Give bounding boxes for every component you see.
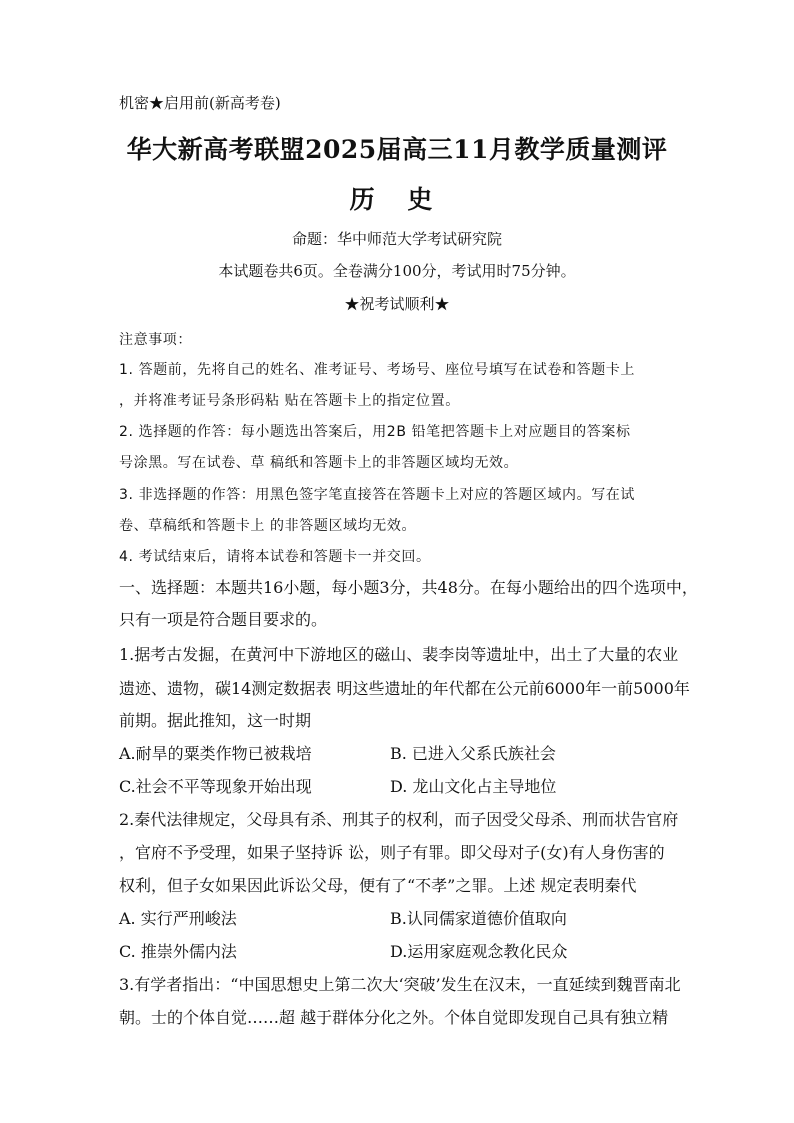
section-heading: 一、选择题：本题共16小题，每小题3分，共48分。在每小题给出的四个选项中，: [119, 578, 698, 597]
note-1-line-2: ，并将准考证号条形码粘 贴在答题卡上的指定位置。: [119, 393, 460, 409]
question-3-line-1: 3.有学者指出：“中国思想史上第二次大‘突破’发生在汉末，一直延续到魏晋南北: [119, 975, 681, 994]
question-1-line-2: 遗迹、遗物，碳14测定数据表 明这些遗址的年代都在公元前6000年一前5000年: [119, 679, 690, 698]
note-3-line-2: 卷、草稿纸和答题卡上 的非答题区域均无效。: [119, 518, 417, 534]
author-line: 命题：华中师范大学考试研究院: [291, 230, 502, 248]
question-2-option-c: C. 推崇外儒内法: [119, 942, 237, 961]
notes-heading: 注意事项：: [119, 332, 192, 348]
question-1-option-a: A.耐旱的粟类作物已被栽培: [119, 744, 312, 763]
question-2-option-b: B.认同儒家道德价值取向: [390, 909, 567, 928]
question-1-option-d: D. 龙山文化占主导地位: [390, 777, 557, 796]
question-1-line-1: 1.据考古发掘，在黄河中下游地区的磁山、裴李岗等遗址中，出土了大量的农业: [119, 645, 679, 664]
section-heading-cont: 只有一项是符合题目要求的。: [119, 610, 328, 629]
question-1-line-3: 前期。据此推知，这一时期: [119, 711, 312, 730]
exam-title: 华大新高考联盟2025届高三11月教学质量测评: [126, 135, 668, 164]
question-2-option-d: D.运用家庭观念教化民众: [390, 942, 568, 961]
exam-info: 本试题卷共6页。全卷满分100分，考试用时75分钟。: [218, 262, 576, 280]
question-2-line-1: 2.秦代法律规定，父母具有杀、刑其子的权利，而子因受父母杀、刑而状告官府: [119, 810, 679, 829]
note-4: 4. 考试结束后，请将本试卷和答题卡一并交回。: [119, 549, 431, 565]
note-3-line-1: 3. 非选择题的作答：用黑色签字笔直接答在答题卡上对应的答题区域内。写在试: [119, 487, 636, 503]
question-2-option-a: A. 实行严刑峻法: [119, 909, 237, 928]
good-luck-line: ★祝考试顺利★: [344, 295, 450, 313]
note-2-line-2: 号涂黑。写在试卷、草 稿纸和答题卡上的非答题区域均无效。: [119, 455, 519, 471]
question-1-option-b: B. 已进入父系氏族社会: [390, 744, 556, 763]
subject-title: 历 史: [349, 185, 445, 214]
question-1-option-c: C.社会不平等现象开始出现: [119, 777, 312, 796]
question-3-line-2: 朝。士的个体自觉……超 越于群体分化之外。个体自觉即发现自己具有独立精: [119, 1008, 669, 1027]
confidential-label: 机密★启用前(新高考卷): [119, 94, 281, 112]
question-2-line-2: ，官府不予受理，如果子坚持诉 讼，则子有罪。即父母对子(女)有人身伤害的: [119, 843, 665, 862]
note-2-line-1: 2. 选择题的作答：每小题选出答案后，用2B 铅笔把答题卡上对应题目的答案标: [119, 424, 631, 440]
question-2-line-3: 权利，但子女如果因此诉讼父母，便有了“不孝”之罪。上述 规定表明秦代: [119, 876, 637, 895]
note-1-line-1: 1. 答题前，先将自己的姓名、准考证号、考场号、座位号填写在试卷和答题卡上: [119, 362, 636, 378]
